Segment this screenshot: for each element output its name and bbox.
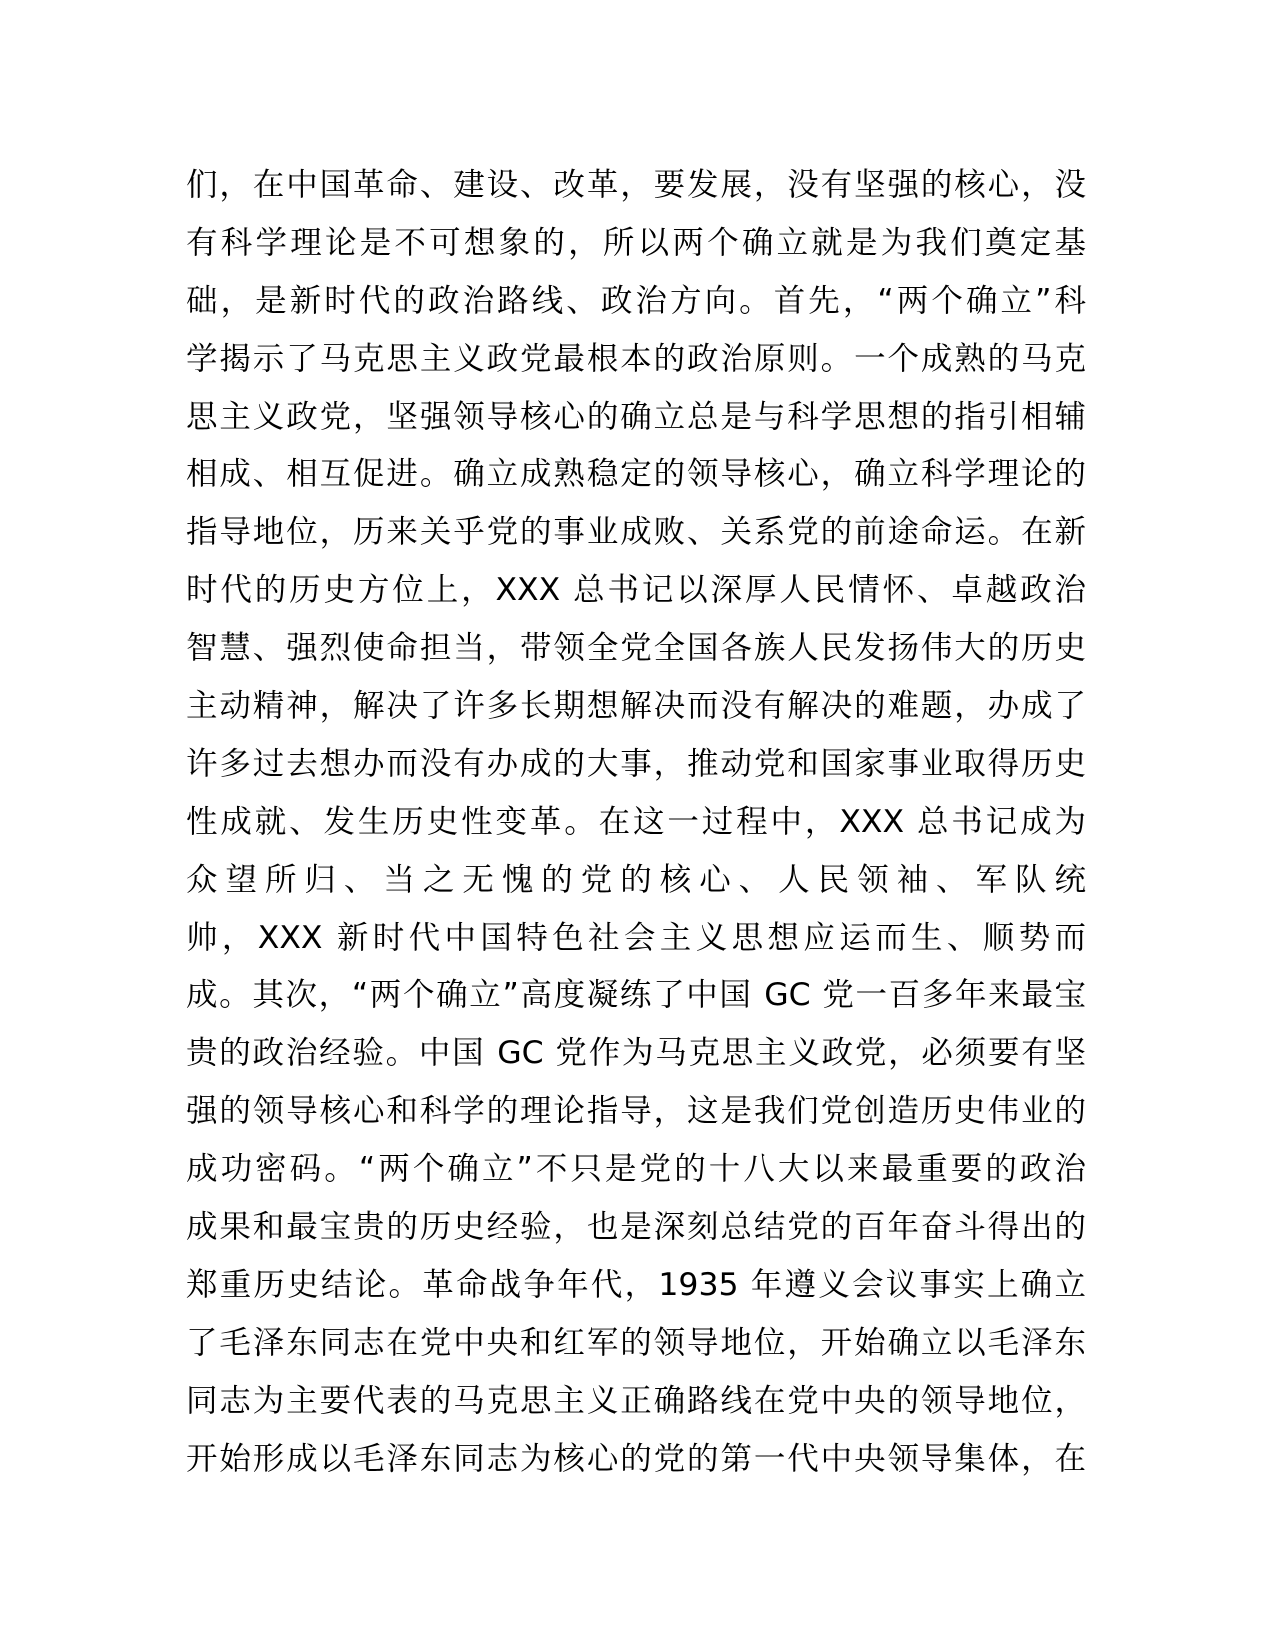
text-line: 成功密码。“两个确立”不只是党的十八大以来最重要的政治 (186, 1151, 1086, 1188)
text-line: 开始形成以毛泽东同志为核心的党的第一代中央领导集体，在 (186, 1440, 1086, 1477)
text-line: 智慧、强烈使命担当，带领全党全国各族人民发扬伟大的历史 (186, 630, 1086, 667)
text-line: 成果和最宝贵的历史经验，也是深刻总结党的百年奋斗得出的 (186, 1209, 1086, 1246)
text-line: 了毛泽东同志在党中央和红军的领导地位，开始确立以毛泽东 (186, 1324, 1086, 1361)
text-line: 性成就、发生历史性变革。在这一过程中，XXX 总书记成为 (186, 803, 1086, 840)
text-line: 许多过去想办而没有办成的大事，推动党和国家事业取得历史 (186, 745, 1086, 782)
text-line: 主动精神，解决了许多长期想解决而没有解决的难题，办成了 (186, 688, 1086, 725)
text-line: 郑重历史结论。革命战争年代，1935 年遵义会议事实上确立 (186, 1266, 1086, 1303)
body-text (186, 157, 1086, 1488)
text-line: 时代的历史方位上，XXX 总书记以深厚人民情怀、卓越政治 (186, 572, 1086, 609)
text-line: 帅，XXX 新时代中国特色社会主义思想应运而生、顺势而 (186, 919, 1086, 956)
text-line: 贵的政治经验。中国 GC 党作为马克思主义政党，必须要有坚 (186, 1035, 1086, 1072)
text-line: 有科学理论是不可想象的，所以两个确立就是为我们奠定基 (186, 224, 1086, 261)
text-line: 相成、相互促进。确立成熟稳定的领导核心，确立科学理论的 (186, 456, 1086, 493)
text-line: 同志为主要代表的马克思主义正确路线在党中央的领导地位， (186, 1382, 1086, 1419)
text-line: 思主义政党，坚强领导核心的确立总是与科学思想的指引相辅 (186, 398, 1086, 435)
text-line: 指导地位，历来关乎党的事业成败、关系党的前途命运。在新 (186, 514, 1086, 551)
text-line: 学揭示了马克思主义政党最根本的政治原则。一个成熟的马克 (186, 340, 1086, 377)
text-line: 成。其次，“两个确立”高度凝练了中国 GC 党一百多年来最宝 (186, 977, 1086, 1014)
text-line: 们，在中国革命、建设、改革，要发展，没有坚强的核心，没 (186, 167, 1086, 203)
text-line: 强的领导核心和科学的理论指导，这是我们党创造历史伟业的 (186, 1093, 1086, 1130)
text-line: 础，是新时代的政治路线、政治方向。首先，“两个确立”科 (186, 282, 1086, 319)
text-line: 众望所归、当之无愧的党的核心、人民领袖、军队统 (186, 861, 1086, 898)
